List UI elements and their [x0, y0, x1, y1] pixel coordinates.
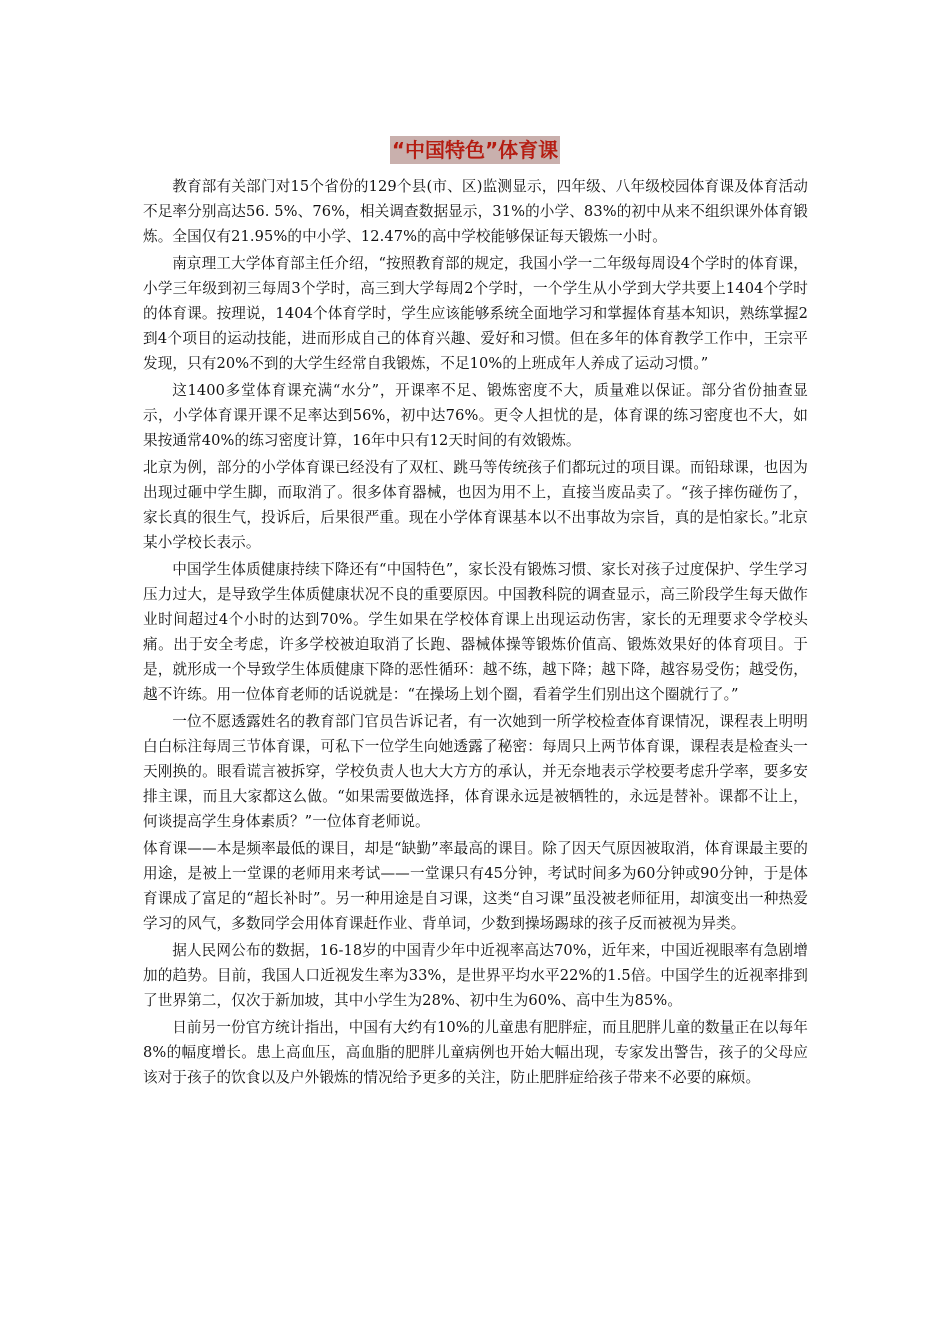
paragraph-6: 一位不愿透露姓名的教育部门官员告诉记者，有一次她到一所学校检查体育课情况，课程表上明明白白标注每周三节体育课，可私下一位学生向她透露了秘密：每周只上两节体育课，课程表是检查头一天刚换的。眼看谎言被拆穿，学校负责人也大大方方的承认，并无奈地表示学校要考虑升学率，要多安排主课，而且大家都这么做。“如果需要做选择，体育课永远是被牺牲的，永远是替补。课都不让上，何谈提高学生身体素质？”一位体育老师说。	[143, 713, 808, 830]
paragraph-9: 日前另一份官方统计指出，中国有大约有10%的儿童患有肥胖症，而且肥胖儿童的数量正在以每年8%的幅度增长。患上高血压，高血脂的肥胖儿童病例也开始大幅出现，专家发出警告，孩子的父母应该对于孩子的饮食以及户外锻炼的情况给予更多的关注，防止肥胖症给孩子带来不必要的麻烦。	[143, 1019, 808, 1086]
paragraph-2: 南京理工大学体育部主任介绍，“按照教育部的规定，我国小学一二年级每周设4个学时的体育课，小学三年级到初三每周3个学时，高三到大学每周2个学时，一个学生从小学到大学共要上1404个学时的体育课。按理说，1404个体育学时，学生应该能够系统全面地学习和掌握体育基本知识，熟练掌握2到4个项目的运动技能，进而形成自己的体育兴趣、爱好和习惯。但在多年的体育教学工作中，王宗平发现，只有20%不到的大学生经常自我锻炼，不足10%的上班成年人养成了运动习惯。”	[143, 255, 808, 372]
paragraph-1: 教育部有关部门对15个省份的129个县(市、区)监测显示，四年级、八年级校园体育课及体育活动不足率分别高达56. 5%、76%，相关调查数据显示，31%的小学、83%的初中从来不组织课外体育锻炼。全国仅有21.95%的中小学、12.47%的高中学校能够保证每天锻炼一小时。	[143, 178, 808, 245]
paragraph-4: 北京为例，部分的小学体育课已经没有了双杠、跳马等传统孩子们都玩过的项目课。而铅球课，也因为出现过砸中学生脚，而取消了。很多体育器械，也因为用不上，直接当废品卖了。“孩子摔伤碰伤了，家长真的很生气，投诉后，后果很严重。现在小学体育课基本以不出事故为宗旨，真的是怕家长。”北京某小学校长表示。	[143, 459, 808, 551]
paragraph-3: 这1400多堂体育课充满“水分”，开课率不足、锻炼密度不大，质量难以保证。部分省份抽查显示，小学体育课开课不足率达到56%，初中达76%。更令人担忧的是，体育课的练习密度也不大，如果按通常40%的练习密度计算，16年中只有12天时间的有效锻炼。	[143, 382, 808, 449]
paragraph-7: 体育课——本是频率最低的课目，却是“缺勤”率最高的课目。除了因天气原因被取消，体育课最主要的用途，是被上一堂课的老师用来考试——一堂课只有45分钟，考试时间多为60分钟或90分钟，于是体育课成了富足的“超长补时”。另一种用途是自习课，这类“自习课”虽没被老师征用，却演变出一种热爱学习的风气，多数同学会用体育课赶作业、背单词，少数到操场踢球的孩子反而被视为异类。	[143, 840, 808, 932]
paragraph-5: 中国学生体质健康持续下降还有“中国特色”，家长没有锻炼习惯、家长对孩子过度保护、学生学习压力过大，是导致学生体质健康状况不良的重要原因。中国教科院的调查显示，高三阶段学生每天做作业时间超过4个小时的达到70%。学生如果在学校体育课上出现运动伤害，家长的无理要求令学校头痛。出于安全考虑，许多学校被迫取消了长跑、器械体操等锻炼价值高、锻炼效果好的体育项目。于是，就形成一个导致学生体质健康下降的恶性循环：越不练，越下降；越下降，越容易受伤；越受伤，越不许练。用一位体育老师的话说就是：“在操场上划个圈，看着学生们别出这个圈就行了。”	[143, 561, 808, 703]
title-container	[0, 136, 950, 164]
paragraph-8: 据人民网公布的数据，16-18岁的中国青少年中近视率高达70%，近年来，中国近视眼率有急剧增加的趋势。目前，我国人口近视发生率为33%，是世界平均水平22%的1.5倍。中国学生的近视率排到了世界第二，仅次于新加坡，其中小学生为28%、初中生为60%、高中生为85%。	[143, 942, 808, 1009]
document-title: “中国特色”体育课	[391, 138, 559, 162]
article-body	[143, 174, 808, 1092]
